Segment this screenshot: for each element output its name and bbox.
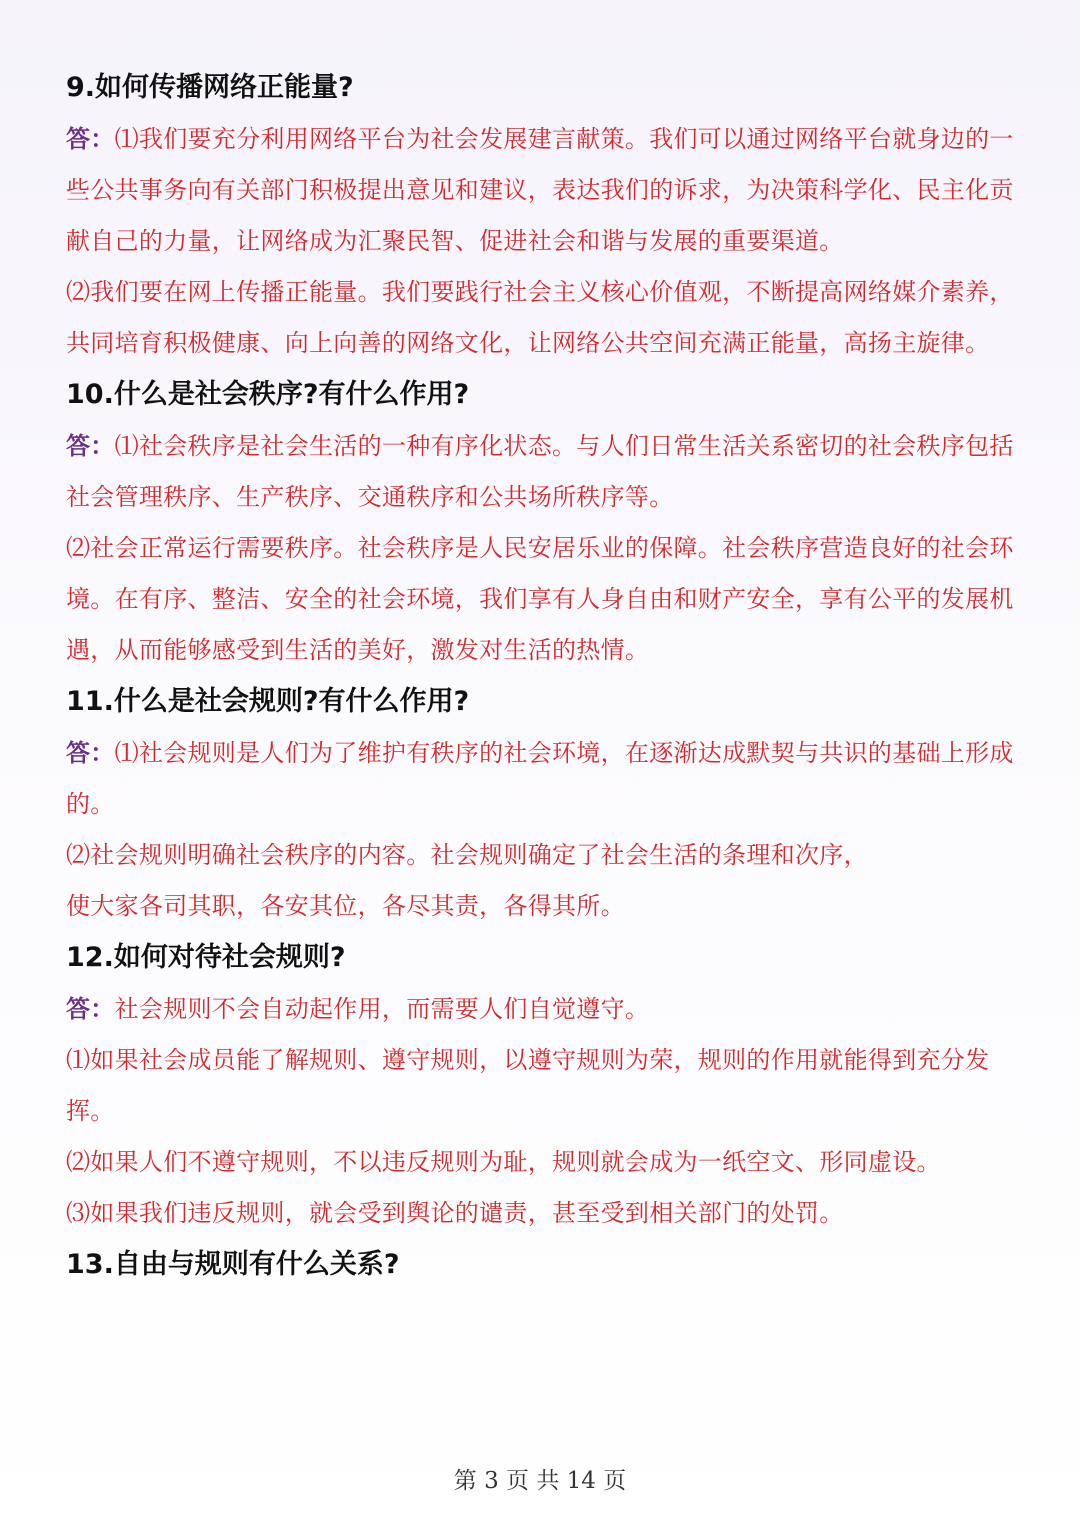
answer-paragraph: ⑵社会规则明确社会秩序的内容。社会规则确定了社会生活的条理和次序， [66,841,868,869]
answer-label: 答： [66,125,115,153]
qa-block-11 [66,676,1016,932]
answer-paragraph: 答：⑴社会规则是人们为了维护有秩序的社会环境，在逐渐达成默契与共识的基础上形成的。 [66,739,1014,818]
document-page [66,62,1016,1291]
question-title: 9.如何传播网络正能量? [66,72,354,103]
answer-label: 答： [66,432,115,460]
question-title: 10.什么是社会秩序?有什么作用? [66,379,470,410]
answer-paragraph: ⑶如果我们违反规则，就会受到舆论的谴责，甚至受到相关部门的处罚。 [66,1199,844,1227]
answer-label: 答： [66,995,115,1023]
qa-block-9 [66,62,1016,369]
answer-paragraph: 答：⑴社会秩序是社会生活的一种有序化状态。与人们日常生活关系密切的社会秩序包括社会管理秩序、生产秩序、交通秩序和公共场所秩序等。 [66,432,1014,511]
answer-paragraph: ⑴如果社会成员能了解规则、遵守规则，以遵守规则为荣，规则的作用就能得到充分发挥。 [66,1046,990,1125]
answer-paragraph: 答：⑴我们要充分利用网络平台为社会发展建言献策。我们可以通过网络平台就身边的一些公共事务向有关部门积极提出意见和建议，表达我们的诉求，为决策科学化、民主化贡献自己的力量，让网络成为汇聚民智、促进社会和谐与发展的重要渠道。 [66,125,1014,255]
answer-paragraph: ⑵我们要在网上传播正能量。我们要践行社会主义核心价值观，不断提高网络媒介素养，共同培育积极健康、向上向善的网络文化，让网络公共空间充满正能量，高扬主旋律。 [66,278,1014,357]
qa-block-12 [66,932,1016,1239]
qa-block-13 [66,1239,1016,1291]
question-title: 11.什么是社会规则?有什么作用? [66,686,470,717]
question-title: 12.如何对待社会规则? [66,942,346,973]
qa-block-10 [66,369,1016,676]
answer-label: 答： [66,739,115,767]
answer-paragraph: 答：社会规则不会自动起作用，而需要人们自觉遵守。 [66,995,650,1023]
question-title: 13.自由与规则有什么关系? [66,1249,400,1280]
answer-paragraph: ⑵如果人们不遵守规则，不以违反规则为耻，规则就会成为一纸空文、形同虚设。 [66,1148,941,1176]
answer-paragraph: ⑵社会正常运行需要秩序。社会秩序是人民安居乐业的保障。社会秩序营造良好的社会环境。在有序、整洁、安全的社会环境，我们享有人身自由和财产安全，享有公平的发展机遇，从而能够感受到生活的美好，激发对生活的热情。 [66,534,1014,664]
page-number: 第 3 页 共 14 页 [453,1468,627,1494]
answer-paragraph: 使大家各司其职，各安其位，各尽其责，各得其所。 [66,892,625,920]
